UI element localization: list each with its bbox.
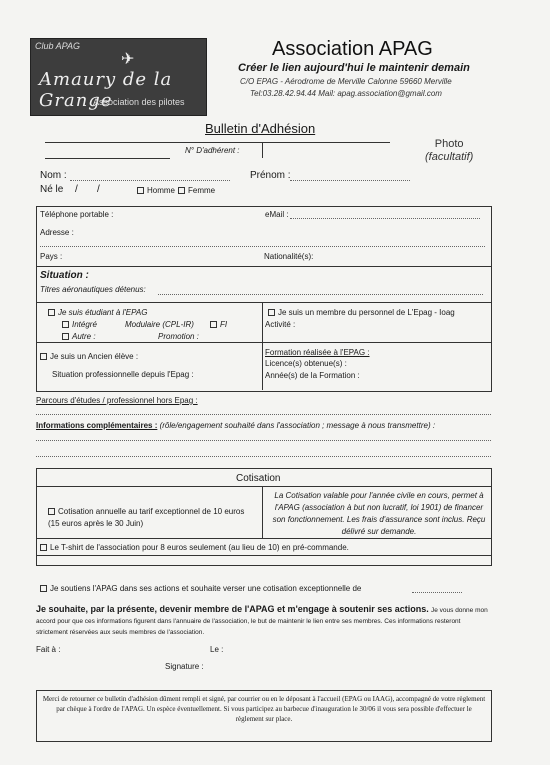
activite-label: Activité : [265, 320, 296, 329]
formation-label: Formation réalisée à l'EPAG : [265, 348, 370, 357]
ancien-label: Je suis un Ancien élève : [50, 352, 139, 361]
nationalite-label: Nationalité(s): [264, 252, 314, 261]
modulaire-label: Modulaire (CPL-IR) [125, 320, 194, 329]
adresse-input[interactable] [40, 246, 485, 247]
email-label: eMail : [265, 210, 289, 219]
prenom-input[interactable] [290, 180, 410, 181]
divider [36, 342, 491, 343]
gender-homme-option[interactable] [137, 186, 175, 195]
logo-small-text: Club APAG [35, 41, 81, 51]
autre-option[interactable] [62, 332, 96, 341]
nom-label: Nom : [40, 170, 67, 181]
prenom-label: Prénom : [250, 170, 291, 181]
promotion-label: Promotion : [158, 332, 199, 341]
annees-label: Année(s) de la Formation : [265, 371, 360, 380]
autre-label: Autre : [72, 332, 96, 341]
divider [36, 266, 491, 267]
soutien-amount-input[interactable] [412, 592, 462, 593]
parcours-input[interactable] [36, 414, 491, 415]
association-title: Association APAG [272, 38, 433, 60]
ancien-checkbox[interactable] [40, 353, 47, 360]
infos-section [36, 421, 435, 430]
association-tagline: Créer le lien aujourd'hui le maintenir demain [238, 62, 470, 74]
member-number-label: N° D'adhérent : [185, 146, 240, 155]
autre-checkbox[interactable] [62, 333, 69, 340]
cotisation-annuelle-option[interactable] [48, 506, 253, 530]
integre-option[interactable] [62, 320, 97, 329]
divider [36, 555, 491, 556]
birthdate-label: Né le [40, 184, 64, 195]
integre-checkbox[interactable] [62, 321, 69, 328]
titres-label: Titres aéronautiques détenus: [40, 285, 146, 294]
cotisation-header: Cotisation [236, 473, 281, 484]
association-address: C/O EPAG - Aérodrome de Merville Calonne 59660 Merville [240, 77, 452, 86]
divider [262, 142, 263, 158]
association-logo [30, 38, 207, 116]
footer-text: Merci de retourner ce bulletin d'adhésion dûment rempli et signé, par courrier ou en le déposant à l'accueil (EPAG ou IAAG), accompagné de votre règlement par chèque à l'ordre de l'APAG. Un espèce éventuellement. Si vous participez au barbecue d'inauguration le 30/06 il vous sera possible d'effectuer le règlement sur place. [42, 695, 486, 723]
licences-label: Licence(s) obtenue(s) : [265, 359, 347, 368]
nom-input[interactable] [70, 180, 230, 181]
cotisation-info: La Cotisation valable pour l'année civile en cours, permet à l'APAG (association à but non lucratif, loi 1901) de financer son fonctionnement. Les frais d'assurance sont inclus. Reçu délivré sur demande. [272, 491, 486, 536]
tshirt-checkbox[interactable] [40, 544, 47, 551]
infos-hint: (rôle/engagement souhaité dans l'association ; message à nous transmettre) : [159, 421, 436, 430]
divider [36, 486, 491, 487]
fi-checkbox[interactable] [210, 321, 217, 328]
cotisation-checkbox[interactable] [48, 508, 55, 515]
situation-label: Situation : [40, 270, 89, 281]
telephone-label: Téléphone portable : [40, 210, 114, 219]
parcours-label: Parcours d'études / professionnel hors Epag : [36, 396, 198, 405]
tshirt-option[interactable] [40, 543, 349, 552]
divider [262, 486, 263, 538]
etudiant-checkbox[interactable] [48, 309, 55, 316]
etudiant-option[interactable] [48, 308, 147, 317]
info-section [36, 206, 492, 392]
engagement-text [36, 604, 494, 638]
divider [36, 302, 491, 303]
infos-input[interactable] [36, 440, 491, 441]
fi-label: FI [220, 320, 228, 329]
soutien-checkbox[interactable] [40, 585, 47, 592]
engagement-main: Je souhaite, par la présente, devenir membre de l'APAG et m'engage à soutenir ses actions. [36, 604, 429, 614]
photo-placeholder[interactable] [425, 138, 473, 164]
soutien-option[interactable] [40, 584, 361, 593]
fi-option[interactable] [210, 320, 227, 329]
homme-label: Homme [147, 186, 176, 195]
tshirt-text: Le T-shirt de l'association pour 8 euros seulement (au lieu de 10) en pré-commande. [50, 543, 349, 552]
divider [262, 302, 263, 342]
etudiant-label: Je suis étudiant à l'EPAG [58, 308, 148, 317]
personnel-label: Je suis un membre du personnel de L'Epag - Ioag [278, 308, 455, 317]
form-title: Bulletin d'Adhésion [205, 121, 316, 136]
ancien-option[interactable] [40, 352, 138, 361]
femme-label: Femme [188, 186, 216, 195]
date-separator: / [97, 184, 100, 195]
logo-sub-text: Association des pilotes [93, 97, 185, 107]
integre-label: Intégré [72, 320, 97, 329]
cotisation-annuelle-text: Cotisation annuelle au tarif exceptionnel de 10 euros (15 euros après le 30 Juin) [48, 507, 245, 528]
plane-icon: ✈ [121, 51, 135, 68]
divider [36, 538, 491, 539]
date-separator: / [75, 184, 78, 195]
logo-main-text: Amaury de la Grange [39, 69, 173, 111]
personnel-checkbox[interactable] [268, 309, 275, 316]
le-label: Le : [210, 645, 224, 654]
association-contact: Tel:03.28.42.94.44 Mail: apag.association@gmail.com [250, 89, 442, 98]
homme-checkbox[interactable] [137, 187, 144, 194]
photo-label: Photo [434, 138, 464, 150]
engagement-consent: Je vous donne mon accord pour que ces informations figurent dans l'annuaire de l'association, le but de maintenir le lien entre ses membres. Ces informations resteront strictement réservées aux seuls membres de l'association. [36, 607, 488, 636]
gender-femme-option[interactable] [178, 186, 215, 195]
email-input[interactable] [290, 218, 480, 219]
photo-optional: (facultatif) [425, 151, 474, 163]
divider [262, 342, 263, 390]
divider [45, 142, 390, 143]
personnel-option[interactable] [268, 308, 455, 317]
situation-pro-label: Situation professionnelle depuis l'Epag : [52, 370, 194, 379]
titres-input[interactable] [158, 294, 483, 295]
divider [45, 158, 170, 159]
fait-label: Fait à : [36, 645, 61, 654]
pays-label: Pays : [40, 252, 63, 261]
infos-input[interactable] [36, 456, 491, 457]
signature-label: Signature : [165, 662, 204, 671]
adresse-label: Adresse : [40, 228, 74, 237]
femme-checkbox[interactable] [178, 187, 185, 194]
infos-label: Informations complémentaires : [36, 421, 158, 430]
soutien-text: Je soutiens l'APAG dans ses actions et souhaite verser une cotisation exceptionnelle de [50, 584, 362, 593]
